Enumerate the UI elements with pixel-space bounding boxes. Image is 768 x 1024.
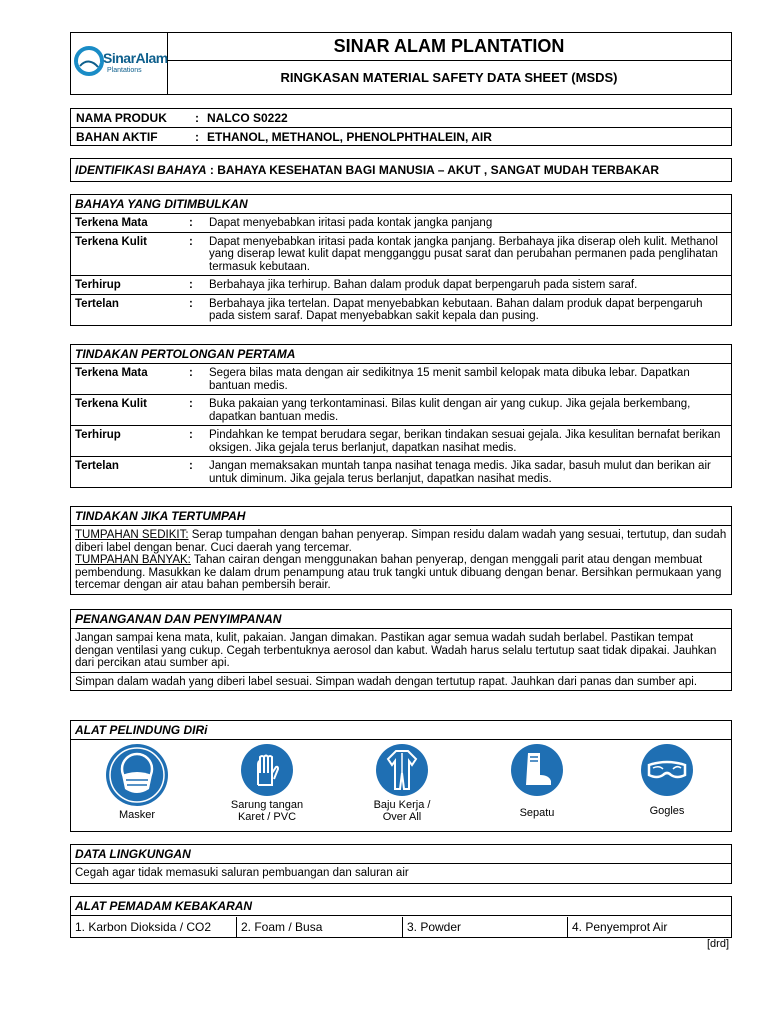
row-value: Pindahkan ke tempat berudara segar, berikan tindakan sesuai gejala. Jika kesulitan bernafat berikan oksigen. Jika gejala terus berlanjut, dapatkan nasihat medis. <box>209 429 721 454</box>
section-title: ALAT PELINDUNG DIRi <box>71 721 731 740</box>
ppe-gloves-label-1: Sarung tangan <box>230 799 304 811</box>
gloves-icon <box>238 743 296 797</box>
table-row: Terhirup : Berbahaya jika terhirup. Bahan dalam produk dapat berpengaruh pada sistem saraf. <box>71 276 731 295</box>
ppe-mask-label: Masker <box>118 809 156 821</box>
spill-text <box>71 526 731 594</box>
product-name-value: NALCO S0222 <box>207 111 288 125</box>
overall-icon <box>374 743 430 797</box>
section-title: TINDAKAN PERTOLONGAN PERTAMA <box>71 345 731 364</box>
row-label: Terhirup <box>75 429 121 441</box>
handling-section <box>70 609 732 691</box>
row-value: Buka pakaian yang terkontaminasi. Bilas kulit dengan air yang cukup. Jika gejala berkembang, dapatkan bantuan medis. <box>209 398 691 423</box>
footer-code: [drd] <box>707 938 730 950</box>
logo-subtitle: Plantations <box>107 67 142 74</box>
table-row: Terkena Mata : Dapat menyebabkan iritasi pada kontak jangka panjang <box>71 214 731 233</box>
section-title: BAHAYA YANG DITIMBULKAN <box>71 195 731 214</box>
row-label: Tertelan <box>75 297 119 310</box>
product-name-row <box>71 109 731 127</box>
ppe-mask <box>82 743 192 821</box>
section-title: PENANGANAN DAN PENYIMPANAN <box>71 610 731 629</box>
table-row: Terkena Mata : Segera bilas mata dengan air sedikitnya 15 menit sambil kelopak mata dibuka lebar. Dapatkan bantuan medis. <box>71 364 731 395</box>
extinguisher-item: 3. Powder <box>403 917 568 937</box>
document-header <box>70 32 732 95</box>
fire-extinguisher-section <box>70 896 732 938</box>
ppe-gloves <box>212 743 322 823</box>
active-ingredient-value: ETHANOL, METHANOL, PHENOLPHTHALEIN, AIR <box>207 130 492 144</box>
section-title: DATA LINGKUNGAN <box>71 845 731 864</box>
small-spill-label: TUMPAHAN SEDIKIT: <box>75 529 189 541</box>
company-title: SINAR ALAM PLANTATION <box>167 33 731 61</box>
row-value: Berbahaya jika tertelan. Dapat menyebabkan kebutaan. Bahan dalam produk dapat berpengaruh pada sistem saraf. Dapat menyebabkan sakit kepala dan pusing. <box>209 297 703 322</box>
storage-text: Simpan dalam wadah yang diberi label sesuai. Simpan wadah dengan tertutup rapat. Jauhkan dari panas dan sumber api. <box>75 675 698 688</box>
active-ingredient-row <box>71 128 731 146</box>
ppe-boots <box>482 743 592 819</box>
large-spill-label: TUMPAHAN BANYAK: <box>75 554 191 566</box>
row-value: Segera bilas mata dengan air sedikitnya 15 menit sambil kelopak mata dibuka lebar. Dapatkan bantuan medis. <box>209 367 690 392</box>
row-label: Terkena Mata <box>75 367 148 379</box>
ppe-overall-label-1: Baju Kerja / <box>373 799 431 811</box>
ppe-gloves-label-2: Karet / PVC <box>237 811 297 823</box>
section-title: ALAT PEMADAM KEBAKARAN <box>71 897 731 916</box>
hazard-id-label: IDENTIFIKASI BAHAYA <box>75 163 207 177</box>
mask-icon <box>102 743 172 807</box>
hazards-section <box>70 194 732 326</box>
ppe-overall <box>347 743 457 823</box>
ppe-goggles <box>612 743 722 817</box>
logo-name: SinarAlam <box>103 50 168 66</box>
extinguisher-item: 1. Karbon Dioksida / CO2 <box>71 917 237 937</box>
handling-text: Jangan sampai kena mata, kulit, pakaian. Jangan dimakan. Pastikan agar semua wadah sudah berlabel. Pastikan tempat dengan ventilasi yang cukup. Cegah terbentuknya aerosol dan kabut. Wadah harus selalu tertutup saat tidak dipakai. Jauhkan dari percikan atau sumber api. <box>71 629 731 673</box>
small-spill-text: Serap tumpahan dengan bahan penyerap. Simpan residu dalam wadah yang sesuai, tertutup, dan sudah diberi label dengan benar. Cuci daerah yang tercemar. <box>75 529 727 554</box>
boots-icon <box>509 743 565 797</box>
row-value: Berbahaya jika terhirup. Bahan dalam produk dapat berpengaruh pada sistem saraf. <box>209 279 638 291</box>
row-value: Dapat menyebabkan iritasi pada kontak jangka panjang <box>209 217 493 229</box>
row-label: Terkena Kulit <box>75 398 147 410</box>
row-label: Terhirup <box>75 279 121 291</box>
row-label: Terkena Kulit <box>75 235 147 248</box>
table-row: Tertelan : Jangan memaksakan muntah tanpa nasihat tenaga medis. Jika sadar, basuh mulut dan berikan air untuk diminum. Jika gejala terus berlanjut, dapatkan nasihat medis. <box>71 457 731 487</box>
colon: : <box>195 111 199 125</box>
table-row: Terkena Kulit : Buka pakaian yang terkontaminasi. Bilas kulit dengan air yang cukup. Jika gejala berkembang, dapatkan bantuan medis. <box>71 395 731 426</box>
row-value: Jangan memaksakan muntah tanpa nasihat tenaga medis. Jika sadar, basuh mulut dan berikan air untuk diminum. Jika gejala terus berlanjut, dapatkan nasihat medis. <box>209 460 711 485</box>
product-name-label: NAMA PRODUK <box>76 111 167 125</box>
environment-section <box>70 844 732 884</box>
table-row: Tertelan : Berbahaya jika tertelan. Dapat menyebabkan kebutaan. Bahan dalam produk dapat berpengaruh pada sistem saraf. Dapat menyebabkan sakit kepala dan pusing. <box>71 295 731 325</box>
document-subtitle: RINGKASAN MATERIAL SAFETY DATA SHEET (MSDS) <box>280 70 618 85</box>
row-label: Terkena Mata <box>75 217 148 229</box>
company-logo <box>71 33 168 94</box>
ppe-boots-label: Sepatu <box>519 807 555 819</box>
ppe-overall-label-2: Over All <box>382 811 422 823</box>
large-spill-text: Tahan cairan dengan menggunakan bahan penyerap, dengan menggali parit atau dengan membuat pembendung. Masukkan ke dalam drum penampung atau truk tangki untuk dibuang dengan benar. Bersihkan permukaan yang tercemar dengan air atau bahan pembersih berair. <box>75 554 722 591</box>
ppe-goggles-label: Gogles <box>649 805 685 817</box>
hazard-identification <box>70 158 732 182</box>
row-value: Dapat menyebabkan iritasi pada kontak jangka panjang. Berbahaya jika diserap oleh kulit. Methanol yang diserap lewat kulit dapat mengganggu pusat sarat dan perubahan permanen pada penglihatan termasuk kebutaan. <box>209 235 718 273</box>
row-label: Tertelan <box>75 460 119 472</box>
ppe-section <box>70 720 732 832</box>
product-info <box>70 108 732 146</box>
first-aid-section <box>70 344 732 488</box>
goggles-icon <box>639 743 695 797</box>
colon: : <box>195 130 199 144</box>
environment-text: Cegah agar tidak memasuki saluran pembuangan dan saluran air <box>75 867 409 879</box>
hazard-id-value: : BAHAYA KESEHATAN BAGI MANUSIA – AKUT , SANGAT MUDAH TERBAKAR <box>209 163 660 177</box>
table-row: Terhirup : Pindahkan ke tempat berudara segar, berikan tindakan sesuai gejala. Jika kesulitan bernafat berikan oksigen. Jika gejala terus berlanjut, dapatkan nasihat medis. <box>71 426 731 457</box>
spill-section <box>70 506 732 595</box>
extinguisher-item: 4. Penyemprot Air <box>572 920 668 934</box>
active-ingredient-label: BAHAN AKTIF <box>76 130 158 144</box>
section-title: TINDAKAN JIKA TERTUMPAH <box>71 507 731 526</box>
extinguisher-item: 2. Foam / Busa <box>237 917 403 937</box>
table-row: Terkena Kulit : Dapat menyebabkan iritasi pada kontak jangka panjang. Berbahaya jika diserap oleh kulit. Methanol yang diserap lewat kulit dapat mengganggu pusat sarat dan perubahan permanen pada penglihatan termasuk kebutaan. <box>71 233 731 277</box>
